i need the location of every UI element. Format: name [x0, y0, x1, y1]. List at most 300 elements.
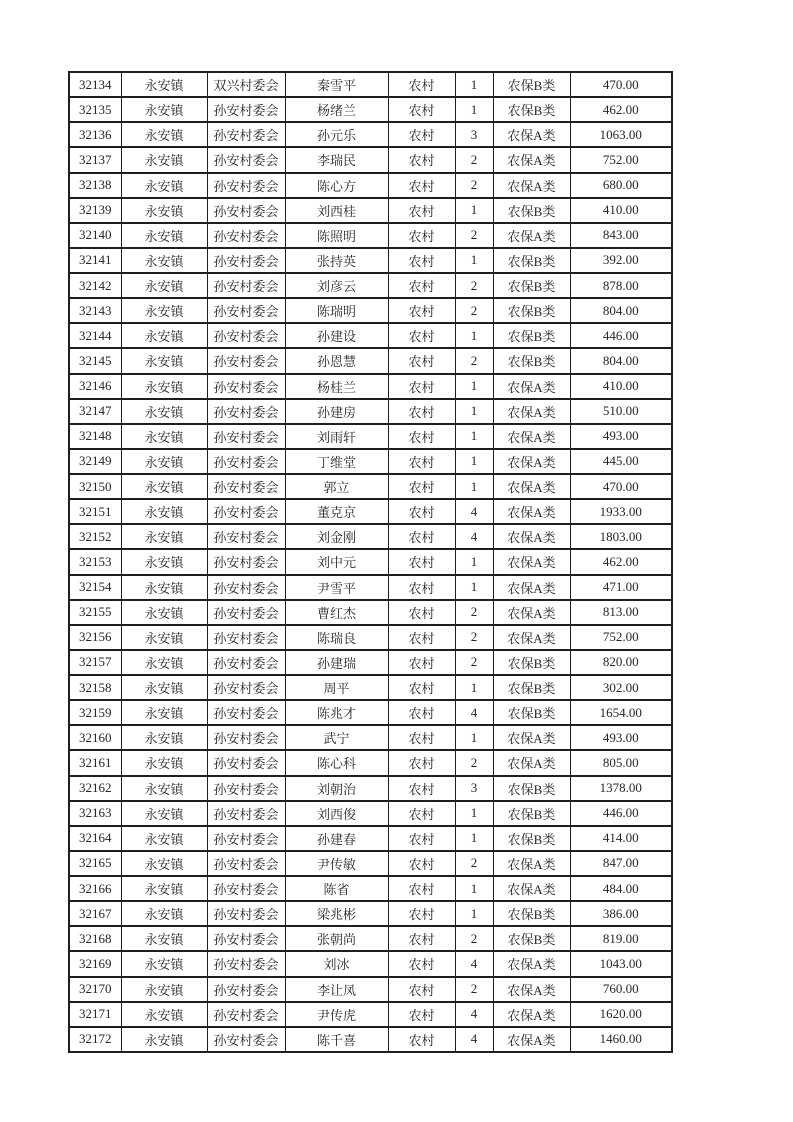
cell-town: 永安镇	[121, 273, 207, 298]
cell-person-name: 杨绪兰	[285, 97, 388, 122]
cell-town: 永安镇	[121, 499, 207, 524]
table-row	[69, 700, 672, 725]
cell-household-type: 农村	[388, 876, 455, 901]
cell-row-id: 32142	[69, 273, 121, 298]
table-row	[69, 449, 672, 474]
cell-town: 永安镇	[121, 600, 207, 625]
table-row	[69, 1027, 672, 1052]
cell-insurance-type: 农保A类	[493, 499, 570, 524]
cell-row-id: 32144	[69, 323, 121, 348]
cell-person-count: 2	[455, 348, 493, 373]
cell-insurance-type: 农保A类	[493, 449, 570, 474]
cell-insurance-type: 农保A类	[493, 474, 570, 499]
table-row	[69, 750, 672, 775]
cell-row-id: 32169	[69, 951, 121, 976]
cell-village-committee: 孙安村委会	[207, 1002, 285, 1027]
cell-person-count: 1	[455, 474, 493, 499]
cell-village-committee: 孙安村委会	[207, 147, 285, 172]
table-row	[69, 801, 672, 826]
cell-town: 永安镇	[121, 650, 207, 675]
cell-town: 永安镇	[121, 926, 207, 951]
cell-person-count: 2	[455, 600, 493, 625]
cell-person-name: 孙恩慧	[285, 348, 388, 373]
cell-insurance-type: 农保B类	[493, 826, 570, 851]
cell-household-type: 农村	[388, 298, 455, 323]
cell-person-count: 2	[455, 147, 493, 172]
cell-person-count: 2	[455, 926, 493, 951]
cell-row-id: 32150	[69, 474, 121, 499]
cell-row-id: 32159	[69, 700, 121, 725]
cell-household-type: 农村	[388, 348, 455, 373]
cell-village-committee: 孙安村委会	[207, 826, 285, 851]
cell-person-count: 1	[455, 876, 493, 901]
table-row	[69, 173, 672, 198]
cell-insurance-type: 农保A类	[493, 977, 570, 1002]
cell-insurance-type: 农保B类	[493, 650, 570, 675]
cell-person-count: 2	[455, 298, 493, 323]
cell-village-committee: 孙安村委会	[207, 951, 285, 976]
cell-insurance-type: 农保A类	[493, 147, 570, 172]
cell-amount: 1043.00	[570, 951, 672, 976]
cell-household-type: 农村	[388, 223, 455, 248]
cell-person-count: 1	[455, 675, 493, 700]
cell-row-id: 32163	[69, 801, 121, 826]
cell-amount: 813.00	[570, 600, 672, 625]
table-row	[69, 951, 672, 976]
cell-person-name: 刘金刚	[285, 524, 388, 549]
cell-row-id: 32146	[69, 374, 121, 399]
cell-row-id: 32153	[69, 549, 121, 574]
cell-row-id: 32137	[69, 147, 121, 172]
cell-town: 永安镇	[121, 1002, 207, 1027]
cell-village-committee: 孙安村委会	[207, 348, 285, 373]
table-row	[69, 323, 672, 348]
cell-person-name: 李瑞民	[285, 147, 388, 172]
cell-amount: 1460.00	[570, 1027, 672, 1052]
cell-row-id: 32155	[69, 600, 121, 625]
cell-household-type: 农村	[388, 801, 455, 826]
cell-amount: 484.00	[570, 876, 672, 901]
cell-person-count: 1	[455, 97, 493, 122]
table-row	[69, 876, 672, 901]
cell-person-count: 3	[455, 776, 493, 801]
cell-amount: 445.00	[570, 449, 672, 474]
cell-person-name: 孙元乐	[285, 122, 388, 147]
cell-town: 永安镇	[121, 826, 207, 851]
cell-insurance-type: 农保A类	[493, 1002, 570, 1027]
cell-person-count: 1	[455, 549, 493, 574]
cell-town: 永安镇	[121, 876, 207, 901]
cell-person-name: 周平	[285, 675, 388, 700]
cell-village-committee: 孙安村委会	[207, 248, 285, 273]
cell-insurance-type: 农保A类	[493, 951, 570, 976]
cell-insurance-type: 农保A类	[493, 750, 570, 775]
cell-person-count: 4	[455, 1027, 493, 1052]
cell-person-name: 孙建设	[285, 323, 388, 348]
insurance-payment-table	[68, 71, 673, 1053]
table-row	[69, 675, 672, 700]
cell-town: 永安镇	[121, 625, 207, 650]
cell-village-committee: 孙安村委会	[207, 273, 285, 298]
cell-person-count: 1	[455, 801, 493, 826]
cell-row-id: 32160	[69, 725, 121, 750]
cell-row-id: 32162	[69, 776, 121, 801]
cell-village-committee: 孙安村委会	[207, 549, 285, 574]
cell-household-type: 农村	[388, 675, 455, 700]
cell-household-type: 农村	[388, 97, 455, 122]
table-row	[69, 424, 672, 449]
cell-amount: 493.00	[570, 424, 672, 449]
table-row	[69, 575, 672, 600]
cell-town: 永安镇	[121, 801, 207, 826]
cell-village-committee: 孙安村委会	[207, 851, 285, 876]
cell-household-type: 农村	[388, 750, 455, 775]
cell-row-id: 32158	[69, 675, 121, 700]
cell-row-id: 32171	[69, 1002, 121, 1027]
cell-amount: 804.00	[570, 298, 672, 323]
cell-insurance-type: 农保A类	[493, 223, 570, 248]
cell-amount: 462.00	[570, 549, 672, 574]
table-row	[69, 524, 672, 549]
cell-row-id: 32145	[69, 348, 121, 373]
table-row	[69, 122, 672, 147]
cell-insurance-type: 农保B类	[493, 901, 570, 926]
cell-person-name: 孙建房	[285, 399, 388, 424]
cell-household-type: 农村	[388, 72, 455, 97]
cell-household-type: 农村	[388, 600, 455, 625]
cell-amount: 805.00	[570, 750, 672, 775]
cell-person-name: 陈心方	[285, 173, 388, 198]
cell-person-name: 陈千喜	[285, 1027, 388, 1052]
cell-amount: 471.00	[570, 575, 672, 600]
cell-amount: 414.00	[570, 826, 672, 851]
cell-person-count: 1	[455, 72, 493, 97]
cell-town: 永安镇	[121, 323, 207, 348]
table-row	[69, 499, 672, 524]
cell-amount: 760.00	[570, 977, 672, 1002]
cell-town: 永安镇	[121, 248, 207, 273]
cell-row-id: 32170	[69, 977, 121, 1002]
cell-person-name: 董克京	[285, 499, 388, 524]
cell-insurance-type: 农保A类	[493, 424, 570, 449]
table-row	[69, 600, 672, 625]
cell-person-name: 陈瑞明	[285, 298, 388, 323]
cell-household-type: 农村	[388, 926, 455, 951]
cell-person-name: 陈省	[285, 876, 388, 901]
table-row	[69, 248, 672, 273]
cell-amount: 820.00	[570, 650, 672, 675]
cell-household-type: 农村	[388, 851, 455, 876]
table-row	[69, 147, 672, 172]
cell-village-committee: 孙安村委会	[207, 298, 285, 323]
cell-town: 永安镇	[121, 549, 207, 574]
cell-insurance-type: 农保A类	[493, 524, 570, 549]
cell-person-name: 陈兆才	[285, 700, 388, 725]
cell-village-committee: 孙安村委会	[207, 876, 285, 901]
cell-village-committee: 孙安村委会	[207, 424, 285, 449]
cell-village-committee: 孙安村委会	[207, 374, 285, 399]
cell-row-id: 32143	[69, 298, 121, 323]
table-row	[69, 1002, 672, 1027]
cell-person-count: 1	[455, 826, 493, 851]
cell-household-type: 农村	[388, 474, 455, 499]
cell-household-type: 农村	[388, 399, 455, 424]
cell-person-name: 刘西桂	[285, 198, 388, 223]
table-row	[69, 851, 672, 876]
cell-household-type: 农村	[388, 776, 455, 801]
cell-amount: 1620.00	[570, 1002, 672, 1027]
cell-person-name: 郭立	[285, 474, 388, 499]
cell-person-count: 2	[455, 750, 493, 775]
cell-village-committee: 孙安村委会	[207, 323, 285, 348]
cell-village-committee: 孙安村委会	[207, 97, 285, 122]
cell-person-name: 刘中元	[285, 549, 388, 574]
cell-insurance-type: 农保A类	[493, 549, 570, 574]
cell-village-committee: 孙安村委会	[207, 499, 285, 524]
cell-insurance-type: 农保A类	[493, 851, 570, 876]
table-row	[69, 374, 672, 399]
cell-town: 永安镇	[121, 173, 207, 198]
cell-row-id: 32151	[69, 499, 121, 524]
cell-person-name: 尹传虎	[285, 1002, 388, 1027]
cell-row-id: 32156	[69, 625, 121, 650]
cell-village-committee: 孙安村委会	[207, 750, 285, 775]
cell-town: 永安镇	[121, 298, 207, 323]
cell-row-id: 32139	[69, 198, 121, 223]
cell-row-id: 32149	[69, 449, 121, 474]
cell-insurance-type: 农保A类	[493, 374, 570, 399]
cell-household-type: 农村	[388, 1027, 455, 1052]
cell-person-count: 2	[455, 273, 493, 298]
cell-amount: 410.00	[570, 198, 672, 223]
cell-amount: 1378.00	[570, 776, 672, 801]
cell-person-count: 4	[455, 499, 493, 524]
cell-insurance-type: 农保B类	[493, 273, 570, 298]
cell-person-name: 秦雪平	[285, 72, 388, 97]
cell-village-committee: 孙安村委会	[207, 449, 285, 474]
table-row	[69, 72, 672, 97]
cell-insurance-type: 农保A类	[493, 575, 570, 600]
cell-row-id: 32135	[69, 97, 121, 122]
cell-insurance-type: 农保B类	[493, 298, 570, 323]
table-row	[69, 977, 672, 1002]
cell-village-committee: 孙安村委会	[207, 399, 285, 424]
cell-household-type: 农村	[388, 725, 455, 750]
cell-household-type: 农村	[388, 173, 455, 198]
cell-village-committee: 孙安村委会	[207, 173, 285, 198]
cell-insurance-type: 农保B类	[493, 198, 570, 223]
cell-village-committee: 孙安村委会	[207, 650, 285, 675]
table-row	[69, 549, 672, 574]
cell-village-committee: 孙安村委会	[207, 600, 285, 625]
cell-person-count: 2	[455, 977, 493, 1002]
cell-amount: 819.00	[570, 926, 672, 951]
cell-village-committee: 孙安村委会	[207, 901, 285, 926]
cell-person-name: 尹雪平	[285, 575, 388, 600]
cell-household-type: 农村	[388, 424, 455, 449]
cell-person-name: 孙建春	[285, 826, 388, 851]
cell-person-name: 武宁	[285, 725, 388, 750]
cell-village-committee: 孙安村委会	[207, 675, 285, 700]
cell-insurance-type: 农保A类	[493, 399, 570, 424]
cell-household-type: 农村	[388, 977, 455, 1002]
cell-household-type: 农村	[388, 273, 455, 298]
cell-insurance-type: 农保A类	[493, 1027, 570, 1052]
table-row	[69, 348, 672, 373]
cell-household-type: 农村	[388, 374, 455, 399]
cell-person-count: 2	[455, 173, 493, 198]
cell-row-id: 32140	[69, 223, 121, 248]
table-row	[69, 97, 672, 122]
cell-row-id: 32166	[69, 876, 121, 901]
cell-village-committee: 孙安村委会	[207, 1027, 285, 1052]
cell-amount: 1803.00	[570, 524, 672, 549]
cell-village-committee: 孙安村委会	[207, 977, 285, 1002]
cell-insurance-type: 农保B类	[493, 675, 570, 700]
cell-person-name: 刘朝治	[285, 776, 388, 801]
cell-person-count: 2	[455, 223, 493, 248]
cell-amount: 847.00	[570, 851, 672, 876]
cell-town: 永安镇	[121, 575, 207, 600]
table-row	[69, 826, 672, 851]
cell-town: 永安镇	[121, 122, 207, 147]
cell-household-type: 农村	[388, 1002, 455, 1027]
cell-village-committee: 孙安村委会	[207, 122, 285, 147]
cell-person-name: 曹红杰	[285, 600, 388, 625]
cell-town: 永安镇	[121, 524, 207, 549]
cell-row-id: 32172	[69, 1027, 121, 1052]
cell-village-committee: 孙安村委会	[207, 524, 285, 549]
cell-village-committee: 孙安村委会	[207, 776, 285, 801]
table-row	[69, 474, 672, 499]
cell-person-count: 4	[455, 700, 493, 725]
cell-person-name: 陈心科	[285, 750, 388, 775]
cell-row-id: 32168	[69, 926, 121, 951]
cell-household-type: 农村	[388, 198, 455, 223]
cell-person-name: 刘西俊	[285, 801, 388, 826]
cell-person-count: 4	[455, 951, 493, 976]
cell-town: 永安镇	[121, 725, 207, 750]
cell-household-type: 农村	[388, 147, 455, 172]
cell-person-name: 陈瑞良	[285, 625, 388, 650]
cell-town: 永安镇	[121, 72, 207, 97]
cell-person-name: 陈照明	[285, 223, 388, 248]
cell-village-committee: 孙安村委会	[207, 198, 285, 223]
cell-household-type: 农村	[388, 951, 455, 976]
cell-amount: 446.00	[570, 801, 672, 826]
cell-person-count: 2	[455, 851, 493, 876]
cell-village-committee: 孙安村委会	[207, 926, 285, 951]
cell-person-name: 刘冰	[285, 951, 388, 976]
cell-amount: 1654.00	[570, 700, 672, 725]
cell-row-id: 32164	[69, 826, 121, 851]
cell-row-id: 32147	[69, 399, 121, 424]
cell-town: 永安镇	[121, 374, 207, 399]
cell-town: 永安镇	[121, 1027, 207, 1052]
cell-insurance-type: 农保B类	[493, 97, 570, 122]
cell-household-type: 农村	[388, 524, 455, 549]
cell-amount: 493.00	[570, 725, 672, 750]
table-row	[69, 625, 672, 650]
cell-household-type: 农村	[388, 549, 455, 574]
cell-amount: 392.00	[570, 248, 672, 273]
cell-insurance-type: 农保B类	[493, 348, 570, 373]
cell-person-name: 梁兆彬	[285, 901, 388, 926]
cell-person-name: 张持英	[285, 248, 388, 273]
cell-person-count: 1	[455, 374, 493, 399]
cell-person-name: 孙建瑞	[285, 650, 388, 675]
cell-amount: 510.00	[570, 399, 672, 424]
table-row	[69, 223, 672, 248]
cell-town: 永安镇	[121, 399, 207, 424]
table-body	[69, 72, 672, 1052]
cell-town: 永安镇	[121, 147, 207, 172]
cell-amount: 386.00	[570, 901, 672, 926]
cell-household-type: 农村	[388, 248, 455, 273]
cell-amount: 843.00	[570, 223, 672, 248]
cell-insurance-type: 农保A类	[493, 725, 570, 750]
cell-insurance-type: 农保B类	[493, 776, 570, 801]
cell-row-id: 32161	[69, 750, 121, 775]
cell-household-type: 农村	[388, 499, 455, 524]
cell-town: 永安镇	[121, 700, 207, 725]
cell-person-count: 1	[455, 575, 493, 600]
cell-row-id: 32148	[69, 424, 121, 449]
cell-person-count: 2	[455, 625, 493, 650]
cell-village-committee: 孙安村委会	[207, 700, 285, 725]
cell-town: 永安镇	[121, 675, 207, 700]
cell-insurance-type: 农保B类	[493, 72, 570, 97]
table-row	[69, 298, 672, 323]
cell-person-count: 4	[455, 1002, 493, 1027]
cell-town: 永安镇	[121, 348, 207, 373]
cell-insurance-type: 农保B类	[493, 700, 570, 725]
cell-town: 永安镇	[121, 474, 207, 499]
cell-person-name: 刘彦云	[285, 273, 388, 298]
cell-person-name: 丁维堂	[285, 449, 388, 474]
cell-town: 永安镇	[121, 198, 207, 223]
cell-town: 永安镇	[121, 977, 207, 1002]
cell-amount: 446.00	[570, 323, 672, 348]
cell-person-name: 杨桂兰	[285, 374, 388, 399]
cell-village-committee: 孙安村委会	[207, 575, 285, 600]
cell-row-id: 32138	[69, 173, 121, 198]
cell-person-count: 1	[455, 901, 493, 926]
cell-village-committee: 孙安村委会	[207, 625, 285, 650]
cell-insurance-type: 农保B类	[493, 323, 570, 348]
cell-insurance-type: 农保B类	[493, 801, 570, 826]
cell-household-type: 农村	[388, 575, 455, 600]
cell-amount: 752.00	[570, 625, 672, 650]
cell-amount: 752.00	[570, 147, 672, 172]
cell-person-count: 3	[455, 122, 493, 147]
cell-insurance-type: 农保A类	[493, 600, 570, 625]
cell-amount: 1933.00	[570, 499, 672, 524]
cell-insurance-type: 农保B类	[493, 248, 570, 273]
cell-village-committee: 孙安村委会	[207, 223, 285, 248]
cell-town: 永安镇	[121, 851, 207, 876]
cell-amount: 878.00	[570, 273, 672, 298]
cell-row-id: 32152	[69, 524, 121, 549]
cell-person-count: 1	[455, 198, 493, 223]
table-row	[69, 926, 672, 951]
cell-insurance-type: 农保A类	[493, 122, 570, 147]
cell-household-type: 农村	[388, 449, 455, 474]
cell-village-committee: 孙安村委会	[207, 725, 285, 750]
cell-household-type: 农村	[388, 901, 455, 926]
cell-row-id: 32157	[69, 650, 121, 675]
cell-household-type: 农村	[388, 650, 455, 675]
